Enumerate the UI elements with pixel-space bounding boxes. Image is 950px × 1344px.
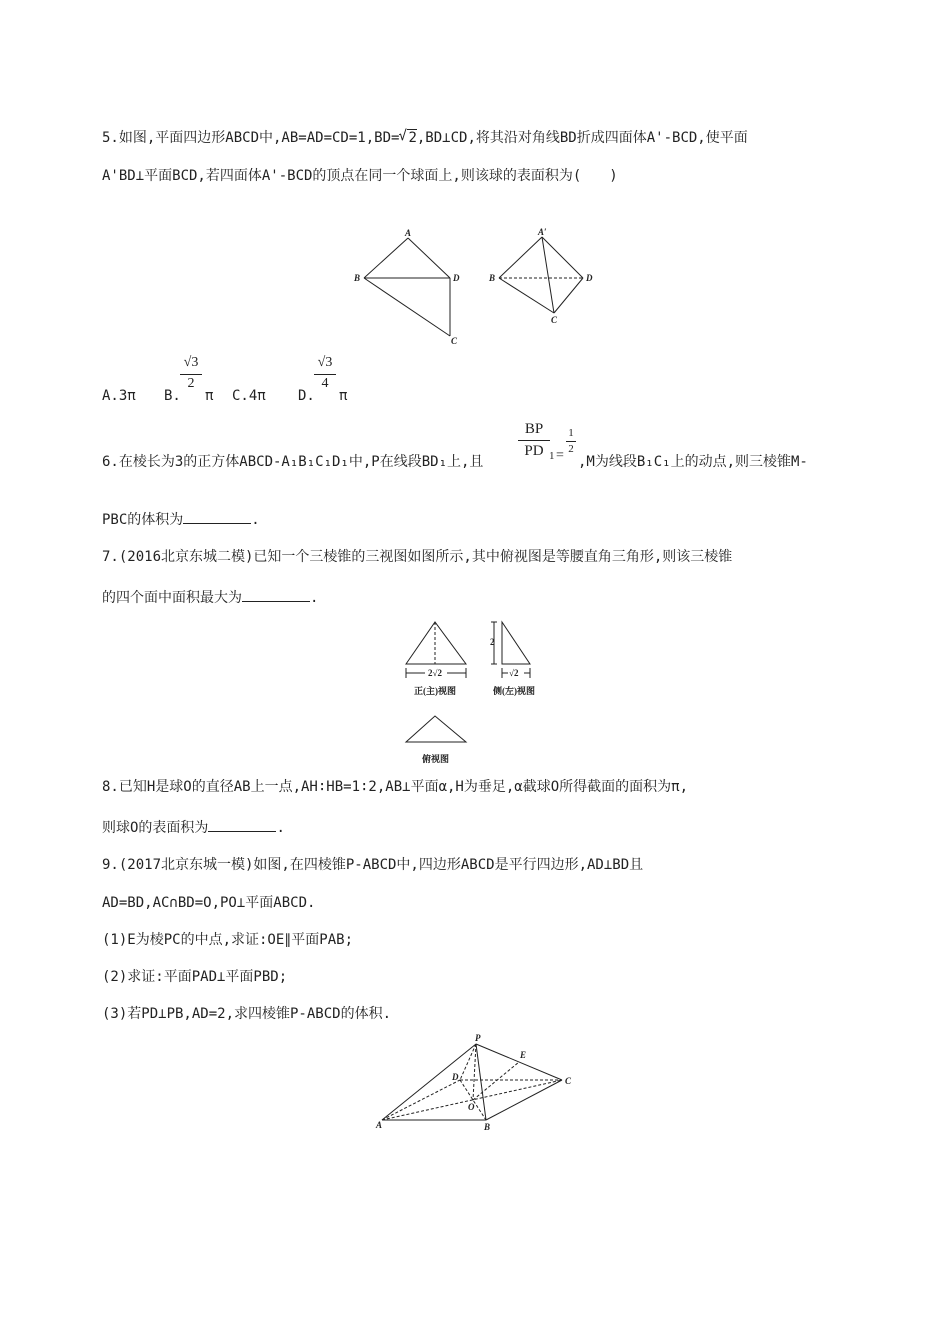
period: . — [251, 512, 260, 528]
q7-line1: 7.(2016北京东城二模)已知一个三棱锥的三视图如图所示,其中俯视图是等腰直角三角形,则该三棱锥 — [102, 549, 733, 565]
q5-line1 — [102, 128, 748, 148]
answer-blank — [242, 587, 310, 602]
answer-blank — [183, 509, 251, 524]
q5-option-c: C.4π — [232, 388, 266, 404]
label-E: E — [520, 1050, 527, 1060]
answer-blank — [208, 817, 276, 832]
label-D: D — [452, 1072, 459, 1082]
side-width-dimension: √2 — [509, 668, 519, 678]
label-C: C — [565, 1076, 572, 1086]
fraction-denominator: 4 — [321, 376, 329, 391]
q5-option-a: A.3π — [102, 388, 136, 404]
fraction-numerator: √3 — [180, 352, 202, 375]
front-caption: 正(主)视图 — [414, 686, 456, 696]
q5-text-a: 5.如图,平面四边形ABCD中,AB=AD=CD=1,BD= — [102, 130, 400, 146]
q5-option-d-label: D. — [298, 388, 315, 404]
fraction-numerator: √3 — [314, 352, 336, 375]
q6-equals: = — [556, 448, 564, 463]
q9-part1: (1)E为棱PC的中点,求证:OE∥平面PAB; — [102, 932, 354, 948]
fraction-numerator: 1 — [566, 425, 576, 442]
q5-option-b-label: B. — [164, 388, 181, 404]
fraction-numerator: BP — [518, 418, 550, 441]
q6-text: PBC的体积为 — [102, 512, 184, 528]
q6-subscript: 1 — [549, 450, 555, 462]
period: . — [276, 820, 285, 836]
q9-part3: (3)若PD⊥PB,AD=2,求四棱锥P-ABCD的体积. — [102, 1006, 392, 1022]
q5-option-d-pi: π — [339, 388, 348, 404]
label-B: B — [489, 273, 496, 283]
q6-line1-b: ,M为线段B₁C₁上的动点,则三棱锥M- — [578, 454, 808, 470]
top-caption: 俯视图 — [422, 754, 450, 764]
label-D: D — [586, 273, 593, 283]
label-D: D — [453, 273, 460, 283]
q9-line1: 9.(2017北京东城一模)如图,在四棱锥P-ABCD中,四边形ABCD是平行四边形,AD⊥BD且 — [102, 857, 644, 873]
side-height-dimension: 2 — [490, 637, 495, 647]
fraction-denominator: PD — [524, 443, 544, 459]
q5-line2: A'BD⊥平面BCD,若四面体A'-BCD的顶点在同一个球面上,则该球的表面积为( ) — [102, 168, 618, 184]
q7-three-views — [400, 612, 560, 772]
q9-part2: (2)求证:平面PAD⊥平面PBD; — [102, 969, 288, 985]
label-A-prime: A′ — [538, 227, 547, 237]
q7-text: 的四个面中面积最大为 — [102, 590, 242, 606]
sqrt-symbol: √ 2 — [399, 128, 416, 148]
q5-option-b-pi: π — [205, 388, 214, 404]
label-C: C — [451, 336, 458, 346]
label-P: P — [475, 1033, 481, 1043]
label-A: A — [405, 228, 412, 238]
q6-line1-a: 6.在棱长为3的正方体ABCD-A₁B₁C₁D₁中,P在线段BD₁上,且 — [102, 454, 484, 470]
period: . — [310, 590, 319, 606]
q5-option-b-fraction — [180, 352, 202, 393]
side-caption: 侧(左)视图 — [493, 686, 535, 696]
label-O: O — [468, 1102, 475, 1112]
q6-half-fraction — [566, 425, 576, 456]
front-dimension: 2√2 — [428, 668, 442, 678]
q5-figure-right — [485, 225, 605, 330]
q8-text: 则球O的表面积为 — [102, 820, 209, 836]
q5-figure-left — [350, 225, 470, 350]
label-C: C — [551, 315, 558, 325]
q6-line2 — [102, 509, 260, 530]
q5-option-d-fraction — [314, 352, 336, 393]
q9-pyramid-figure — [372, 1032, 582, 1132]
q8-line2 — [102, 817, 285, 838]
q5-text-b: ,BD⊥CD,将其沿对角线BD折成四面体A'-BCD,使平面 — [416, 130, 748, 146]
q6-ratio-fraction — [518, 418, 550, 461]
label-A: A — [376, 1120, 383, 1130]
label-B: B — [484, 1122, 491, 1132]
fraction-denominator: 2 — [187, 376, 195, 391]
q8-line1: 8.已知H是球O的直径AB上一点,AH∶HB=1∶2,AB⊥平面α,H为垂足,α截球O所得截面的面积为π, — [102, 779, 689, 795]
q9-line2: AD=BD,AC∩BD=O,PO⊥平面ABCD. — [102, 895, 316, 911]
label-B: B — [354, 273, 361, 283]
q7-line2 — [102, 587, 318, 608]
fraction-denominator: 2 — [568, 443, 574, 455]
